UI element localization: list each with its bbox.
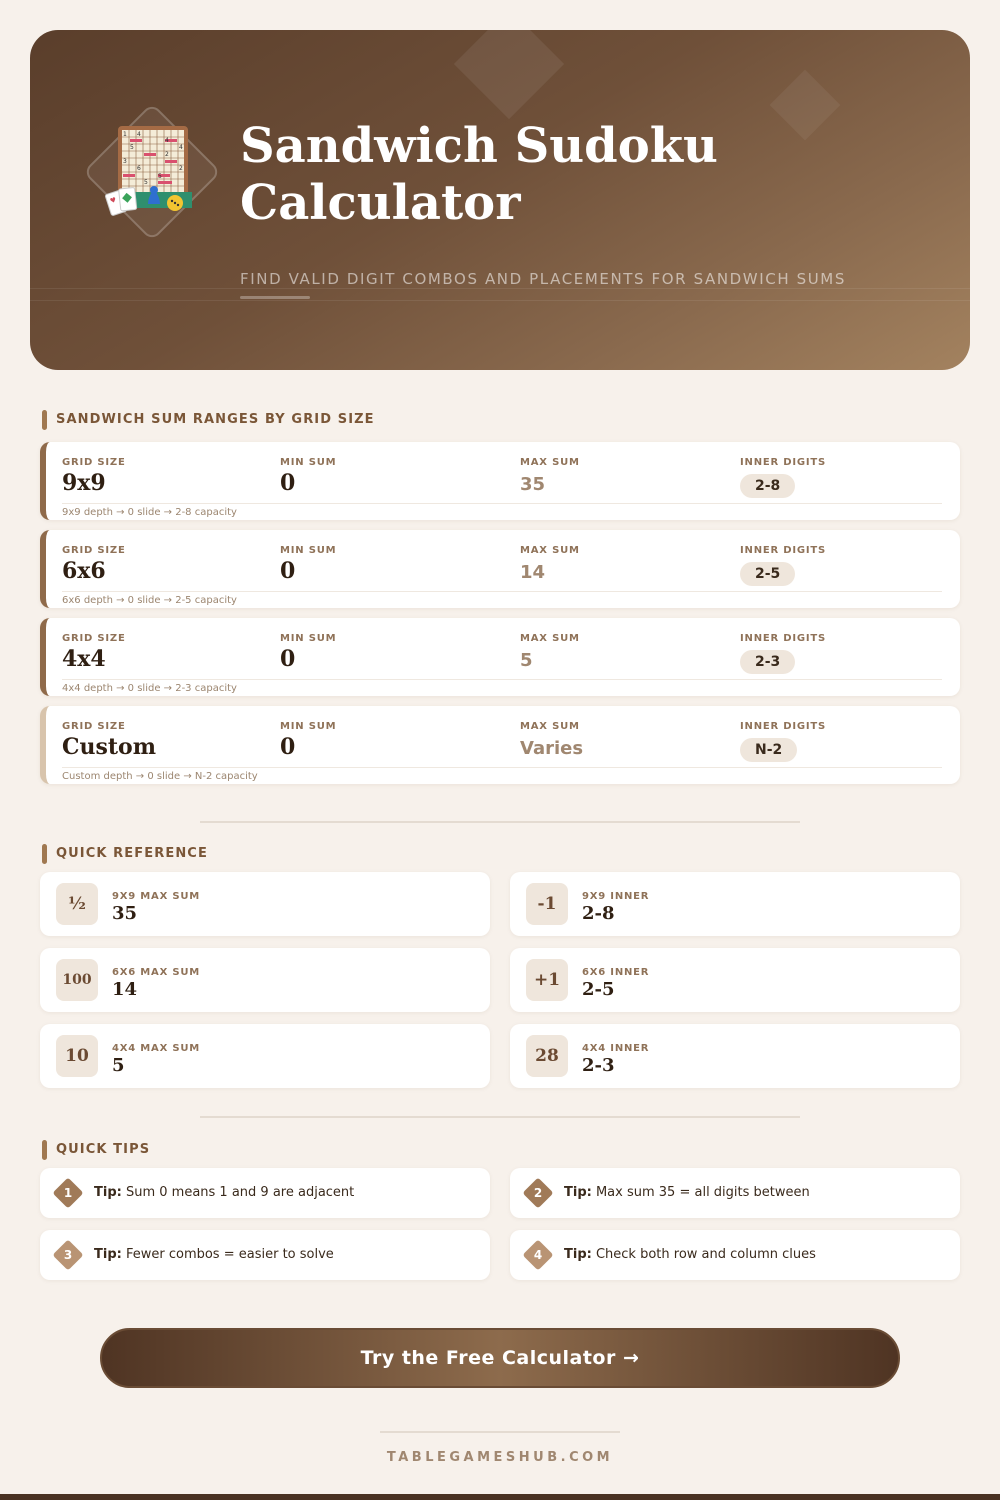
range-note: 4x4 depth → 0 slide → 2-3 capacity: [62, 683, 237, 694]
inner-digits-badge: 2-5: [740, 562, 795, 586]
reference-value: 5: [112, 1055, 125, 1076]
tip-number-diamond-icon: [54, 1179, 82, 1207]
reference-symbol-icon: 10: [56, 1035, 98, 1077]
range-row: [40, 530, 960, 608]
grid-size-value: 4x4: [62, 646, 106, 672]
tip-number: 4: [533, 1248, 543, 1262]
inner-digits-label: INNER DIGITS: [740, 721, 827, 732]
reference-symbol-icon: 100: [56, 959, 98, 1001]
max-sum-value: 14: [520, 562, 546, 583]
range-row: [40, 442, 960, 520]
range-note: 9x9 depth → 0 slide → 2-8 capacity: [62, 507, 237, 518]
min-sum-label: MIN SUM: [280, 545, 337, 556]
range-note: Custom depth → 0 slide → N-2 capacity: [62, 771, 258, 782]
page-subtitle: FIND VALID DIGIT COMBOS AND PLACEMENTS FOR SANDWICH SUMS: [240, 270, 846, 288]
bottom-bar: [0, 1494, 1000, 1500]
svg-text:3: 3: [123, 158, 127, 165]
max-sum-value: 35: [520, 474, 546, 495]
inner-digits-badge: N-2: [740, 738, 797, 762]
svg-text:4: 4: [165, 137, 169, 144]
reference-value: 2-3: [582, 1055, 615, 1076]
sudoku-board-icon: [82, 102, 222, 242]
svg-text:4: 4: [137, 131, 141, 138]
divider: [200, 1116, 800, 1118]
hero-banner: [30, 30, 970, 370]
tip-prefix: Tip:: [94, 1185, 122, 1200]
max-sum-label: MAX SUM: [520, 633, 580, 644]
svg-text:1: 1: [123, 131, 127, 138]
max-sum-value: Varies: [520, 738, 584, 759]
reference-card: [510, 948, 960, 1012]
reference-symbol-icon: +1: [526, 959, 568, 1001]
reference-label: 6X6 INNER: [582, 967, 650, 978]
tip-prefix: Tip:: [94, 1247, 122, 1262]
section-heading-ranges: SANDWICH SUM RANGES BY GRID SIZE: [42, 410, 375, 430]
reference-value: 2-8: [582, 903, 615, 924]
tip-body: Fewer combos = easier to solve: [125, 1247, 334, 1262]
decorative-line: [30, 300, 970, 301]
grid-size-label: GRID SIZE: [62, 457, 126, 468]
decorative-diamond: [454, 30, 564, 119]
reference-label: 4X4 MAX SUM: [112, 1043, 201, 1054]
reference-card: [40, 872, 490, 936]
tip-number: 1: [63, 1186, 73, 1200]
inner-digits-label: INNER DIGITS: [740, 633, 827, 644]
tip-card: [40, 1168, 490, 1218]
tip-text: [94, 1185, 354, 1200]
range-row: [40, 706, 960, 784]
reference-symbol-icon: -1: [526, 883, 568, 925]
tip-body: Check both row and column clues: [595, 1247, 816, 1262]
reference-label: 6X6 MAX SUM: [112, 967, 201, 978]
subtitle-underline: [240, 296, 310, 299]
grid-size-label: GRID SIZE: [62, 545, 126, 556]
tip-body: Sum 0 means 1 and 9 are adjacent: [125, 1185, 355, 1200]
min-sum-label: MIN SUM: [280, 457, 337, 468]
range-row: [40, 618, 960, 696]
reference-value: 35: [112, 903, 138, 924]
svg-text:5: 5: [158, 173, 162, 180]
grid-size-value: 6x6: [62, 558, 106, 584]
tip-card: [40, 1230, 490, 1280]
reference-card: [40, 1024, 490, 1088]
min-sum-value: 0: [280, 646, 296, 672]
min-sum-value: 0: [280, 558, 296, 584]
reference-symbol-icon: ½: [56, 883, 98, 925]
try-calculator-button[interactable]: Try the Free Calculator →: [100, 1328, 900, 1388]
svg-text:4: 4: [179, 144, 183, 151]
decorative-line: [30, 288, 970, 289]
grid-size-label: GRID SIZE: [62, 721, 126, 732]
reference-value: 2-5: [582, 979, 615, 1000]
section-heading-tips: QUICK TIPS: [42, 1140, 150, 1160]
svg-text:2: 2: [165, 151, 169, 158]
max-sum-label: MAX SUM: [520, 457, 580, 468]
reference-card: [40, 948, 490, 1012]
row-divider: [62, 679, 942, 680]
row-divider: [62, 503, 942, 504]
reference-label: 9X9 MAX SUM: [112, 891, 201, 902]
max-sum-value: 5: [520, 650, 533, 671]
tip-number-diamond-icon: [54, 1241, 82, 1269]
divider: [200, 821, 800, 823]
tip-text: [564, 1185, 810, 1200]
grid-size-value: 9x9: [62, 470, 106, 496]
reference-label: 9X9 INNER: [582, 891, 650, 902]
reference-symbol-icon: 28: [526, 1035, 568, 1077]
tip-prefix: Tip:: [564, 1247, 592, 1262]
footer-divider: [380, 1431, 620, 1433]
grid-size-label: GRID SIZE: [62, 633, 126, 644]
section-heading-reference: QUICK REFERENCE: [42, 844, 208, 864]
tip-number-diamond-icon: [524, 1241, 552, 1269]
tip-number: 2: [533, 1186, 543, 1200]
tip-card: [510, 1230, 960, 1280]
reference-value: 14: [112, 979, 138, 1000]
reference-label: 4X4 INNER: [582, 1043, 650, 1054]
inner-digits-badge: 2-8: [740, 474, 795, 498]
tip-card: [510, 1168, 960, 1218]
svg-text:2: 2: [179, 165, 183, 172]
range-note: 6x6 depth → 0 slide → 2-5 capacity: [62, 595, 237, 606]
inner-digits-label: INNER DIGITS: [740, 545, 827, 556]
row-divider: [62, 767, 942, 768]
min-sum-value: 0: [280, 470, 296, 496]
min-sum-label: MIN SUM: [280, 633, 337, 644]
tip-prefix: Tip:: [564, 1185, 592, 1200]
reference-card: [510, 872, 960, 936]
tip-text: [564, 1247, 816, 1262]
tip-number: 3: [63, 1248, 73, 1262]
grid-size-value: Custom: [62, 734, 157, 760]
svg-text:♥: ♥: [109, 195, 118, 206]
max-sum-label: MAX SUM: [520, 721, 580, 732]
svg-text:6: 6: [137, 165, 141, 172]
page-title: Sandwich Sudoku Calculator: [240, 118, 718, 231]
svg-text:5: 5: [144, 179, 148, 186]
tip-body: Max sum 35 = all digits between: [595, 1185, 810, 1200]
inner-digits-badge: 2-3: [740, 650, 795, 674]
row-divider: [62, 591, 942, 592]
reference-card: [510, 1024, 960, 1088]
svg-text:5: 5: [130, 144, 134, 151]
min-sum-label: MIN SUM: [280, 721, 337, 732]
footer-site-link[interactable]: TABLEGAMESHUB.COM: [386, 1450, 614, 1465]
min-sum-value: 0: [280, 734, 296, 760]
max-sum-label: MAX SUM: [520, 545, 580, 556]
tip-number-diamond-icon: [524, 1179, 552, 1207]
tip-text: [94, 1247, 334, 1262]
inner-digits-label: INNER DIGITS: [740, 457, 827, 468]
